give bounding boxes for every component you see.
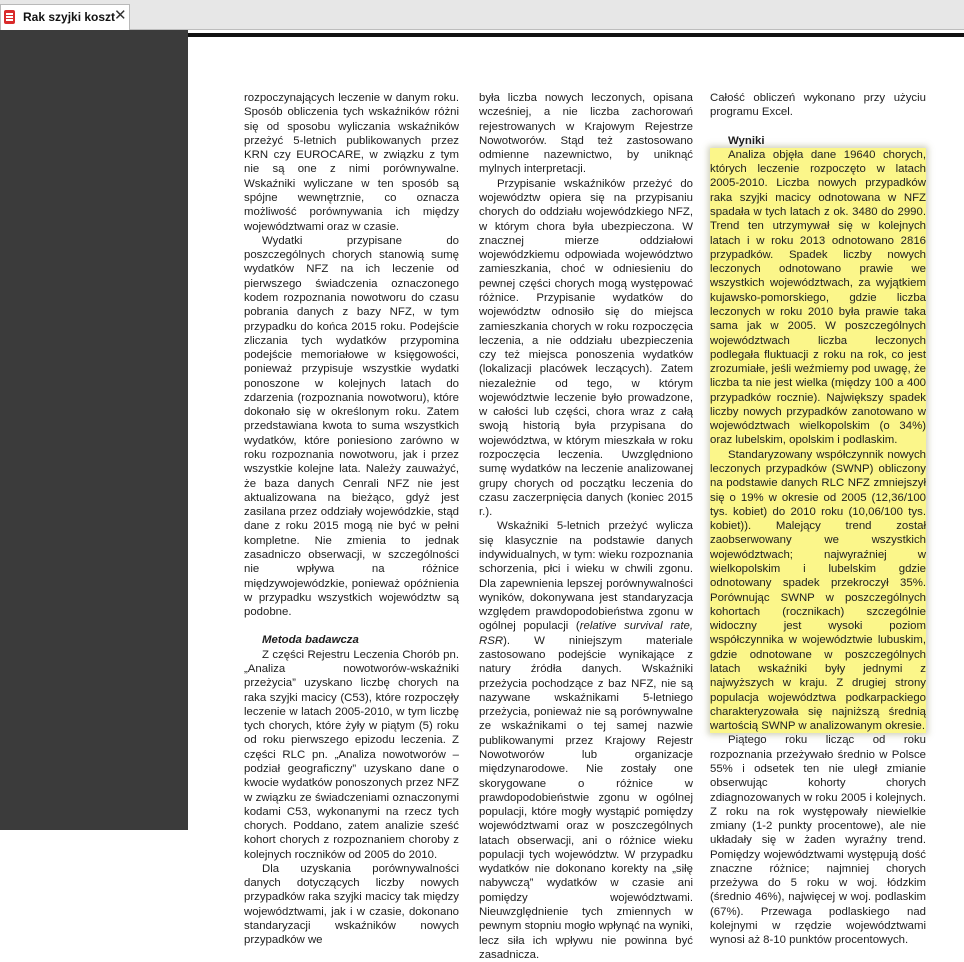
close-icon[interactable]: ✕: [114, 7, 127, 24]
paragraph: Analiza objęła dane 19640 chorych, których leczenie rozpoczęto w latach 2005-2010. Liczba nowych przypadków raka szyjki macicy odnotowana w NFZ spadała w tych latach z ok. 3480 do 2990. Trend ten utrzymywał się w kolejnych latach i w roku 2013 odnotowano 2816 przypadków. Spadek liczby nowych leczonych odnotowano prawie we wszystkich województwach, za wyjątkiem kujawsko-pomorskiego, gdzie liczba leczonych w roku 2010 była prawie taka sama jak w 2005. W poszczególnych województwach liczba leczonych podlegała fluktuacji z roku na rok, co jest zrozumiałe, jeśli weźmiemy pod uwagę, że liczba ta nie jest wielka (między 100 a 400 przypadków rocznie). Największy spadek liczby nowych przypadków zanotowano w województwach wielkopolskim (o 34%) oraz lubelskim, opolskim i podlaskim.: [710, 148, 926, 447]
highlighted-annotation[interactable]: [710, 148, 926, 734]
italic-term: relative survival rate, RSR: [479, 620, 693, 647]
sidebar-panel: [0, 30, 188, 830]
pdf-icon: [4, 10, 15, 24]
paragraph: Z części Rejestru Leczenia Chorób pn. „Analiza nowotworów-wskaźniki przeżycia” uzyskano liczbę chorych na raka szyjki macicy (C53), które rozpoczęły leczenie w latach 2005-2010, w tym liczbę tych chorych, które żyły w piątym (5) roku od roku pierwszego epizodu leczenia. Z części RLC pn. „Analiza nowotworów – podział geograficzny” uzyskano dane o kwocie wydatków ponoszonych przez NFZ w związku ze świadczeniami oznaczonymi kodami C53, wykonanymi na rzecz tych chorych. Poddano, zatem analizie sześć kohort chorych z rozpoznaniem choroby z kolejnych roczników od 2005 do 2010.: [244, 648, 459, 861]
section-heading: Wyniki: [728, 134, 765, 147]
document-tab[interactable]: [0, 4, 130, 30]
pdf-page: [188, 30, 964, 961]
paragraph: Dla uzyskania porównywalności danych dotyczących liczby nowych przypadków raka szyjki macicy tak między województwami, jak i w czasie, dokonano standaryzacji wskaźników nowych przypadków we: [244, 862, 459, 947]
tab-title: Rak szyjki koszt: [23, 10, 116, 24]
paragraph: [479, 519, 693, 962]
tab-bar: [0, 0, 964, 30]
page-top-rule: [188, 33, 964, 37]
text-run: ). W niniejszym materiale zastosowano podejście wynikające z natury źródła danych. Wskaźniki przeżycia pochodzące z baz NFZ, nie są nazywane wskaźnikami 5-letniego przeżycia, ponieważ nie są porównywalne ze wskaźnikami o tej samej nazwie publikowanymi przez Krajowy Rejestr Nowotworów lub organizacje międzynarodowe. Nie zostały one skorygowane o różnice w prawdopodobieństwie zgonu w ogólnej populacji, które mogły wystąpić pomiędzy województwami oraz w poszczególnych latach obserwacji, ani o różnice wieku populacji tych województw. W przypadku wydatków nie dokonano korekty na „siłę nabywczą” wydatków w czasie ani pomiędzy województwami. Nieuwzględnienie tych zmiennych w pewnym stopniu mogło wpłynąć na wyniki, lecz siła ich wpływu nie powinna być zasadnicza.: [479, 634, 693, 961]
paragraph: Całość obliczeń wykonano przy użyciu programu Excel.: [710, 92, 926, 119]
paragraph: Standaryzowany współczynnik nowych leczonych przypadków (SWNP) obliczony na podstawie danych RLC NFZ zmniejszył się o 19% w okresie od 2005 (12,36/100 tys. kobiet) do 2010 roku (10,06/100 tys. kobiet)). Malejący trend został zaobserwowany we wszystkich województwach; najwyraźniej w wielkopolskim i lubelskim gdzie odnotowany spadek przekroczył 35%. Porównując SWNP w poszczególnych kohortach (rocznikach) szczególnie widoczny jest wysoki poziom współczynnika w województwie lubuskim, gdzie odnotowane w poszczególnych latach wskaźniki były jednymi z najwyższych w kraju. Z drugiej strony populacja województwa podkarpackiego charakteryzowała się najniższą średnią wartością SWNP w analizowanym okresie.: [710, 448, 926, 733]
paragraph: rozpoczynających leczenie w danym roku. Sposób obliczenia tych wskaźników różni się od sposobu wyliczania wskaźników przeżyć 5-letnich publikowanych przez KRN czy EUROCARE, w związku z tym nie są one z nimi porównywalne. Wskaźniki wyliczane w ten sposób są spójne wewnętrznie, co oznacza możliwość porównywania ich między województwami oraz w czasie.: [244, 92, 459, 233]
paragraph: Piątego roku licząc od roku rozpoznania przeżywało średnio w Polsce 55% i odsetek ten nie uległ zmianie obserwując kohorty chorych zdiagnozowanych w roku 2005 i kolejnych. Z roku na rok występowały niewielkie zmiany (1-2 punkty procentowe), ale nie układały się w żaden wyraźny trend. Pomiędzy województwami występują dość znaczne różnice; najmniej chorych przeżywa do 5 roku w woj. łódzkim (średnio 46%), najwięcej w woj. podlaskim (67%). Przewaga podlaskiego nad kolejnymi w rzędzie województwami wynosi aż 8-10 punktów procentowych.: [710, 734, 926, 947]
paragraph: Wydatki przypisane do poszczególnych chorych stanowią sumę wydatków NFZ na ich leczenie od pierwszego świadczenia oznaczonego kodem rozpoznania nowotworu do czasu pobrania danych z bazy NFZ, w tym przypadku do końca 2015 roku. Podejście zliczania tych wydatków przypomina podejście memoriałowe w księgowości, ponieważ przypisuje wszystkie wydatki ponoszone w kolejnych latach do zdarzenia (rozpoznania nowotworu), które dokonało się w określonym roku. Zatem przedstawiana kwota to suma wszystkich wydatków, które poniesiono zarówno w roku rozpoznania nowotworu, jak i przez wszystkie kolejne lata. Należy zauważyć, że baza danych Cenrali NFZ nie jest aktualizowana na bieżąco, gdyż jest zasilana przez oddziały wojewódzkie, stąd dane z roku 2015 mogą nie być w pełni kompletne. Nie zmienia to jednak zasadniczo obserwacji, w szczególności nie wpływa na różnice międzywojewódzkie, ponieważ opóźnienia w przypadku wszystkich województw są podobne.: [244, 234, 459, 619]
column-3: [710, 91, 926, 948]
column-2: [479, 91, 693, 962]
paragraph: Przypisanie wskaźników przeżyć do województw opiera się na przypisaniu chorych do oddziału wojewódzkiego NFZ, w którym chora była ubezpieczona. W znacznej mierze oddziałowi wojewódzkiemu odpowiada województwo zamieszkania, choć w odniesieniu do pewnej części chorych mogą występować różnice. Przypisanie wydatków do województw odnosiło się do miejsca zamieszkania chorych w roku rozpoczęcia leczenia, a nie oddziału ubezpieczenia czy też miejsca ponoszenia wydatków (lokalizacji placówek leczących). Zatem niezależnie od tego, w którym województwie leczenie było prowadzone, w całości lub części, chora wraz z całą swoją historią była przypisana do województwa, w którym mieszkała w roku rozpoczęcia leczenia. Uwzględniono sumę wydatków na leczenie analizowanej grupy chorych od początku leczenia do czasu zaczerpnięcia danych (koniec 2015 r.).: [479, 177, 693, 519]
section-heading: Metoda badawcza: [262, 634, 359, 647]
column-1: [244, 91, 459, 948]
paragraph: była liczba nowych leczonych, opisana wcześniej, a nie liczba zachorowań rejestrowanych w Krajowym Rejestrze Nowotworów. Stąd też zastosowano odmienne nazewnictwo, by uniknąć mylnych interpretacji.: [479, 92, 693, 176]
text-run: Wskaźniki 5-letnich przeżyć wylicza się klasycznie na podstawie danych indywidualnych, w tym: wieku rozpoznania schorzenia, płci i wieku w chwili zgonu. Dla zapewnienia lepszej porównywalności wyników, dokonywana jest standaryzacja względem prawdopodobieństwa zgonu w ogólnej populacji (: [479, 520, 693, 633]
